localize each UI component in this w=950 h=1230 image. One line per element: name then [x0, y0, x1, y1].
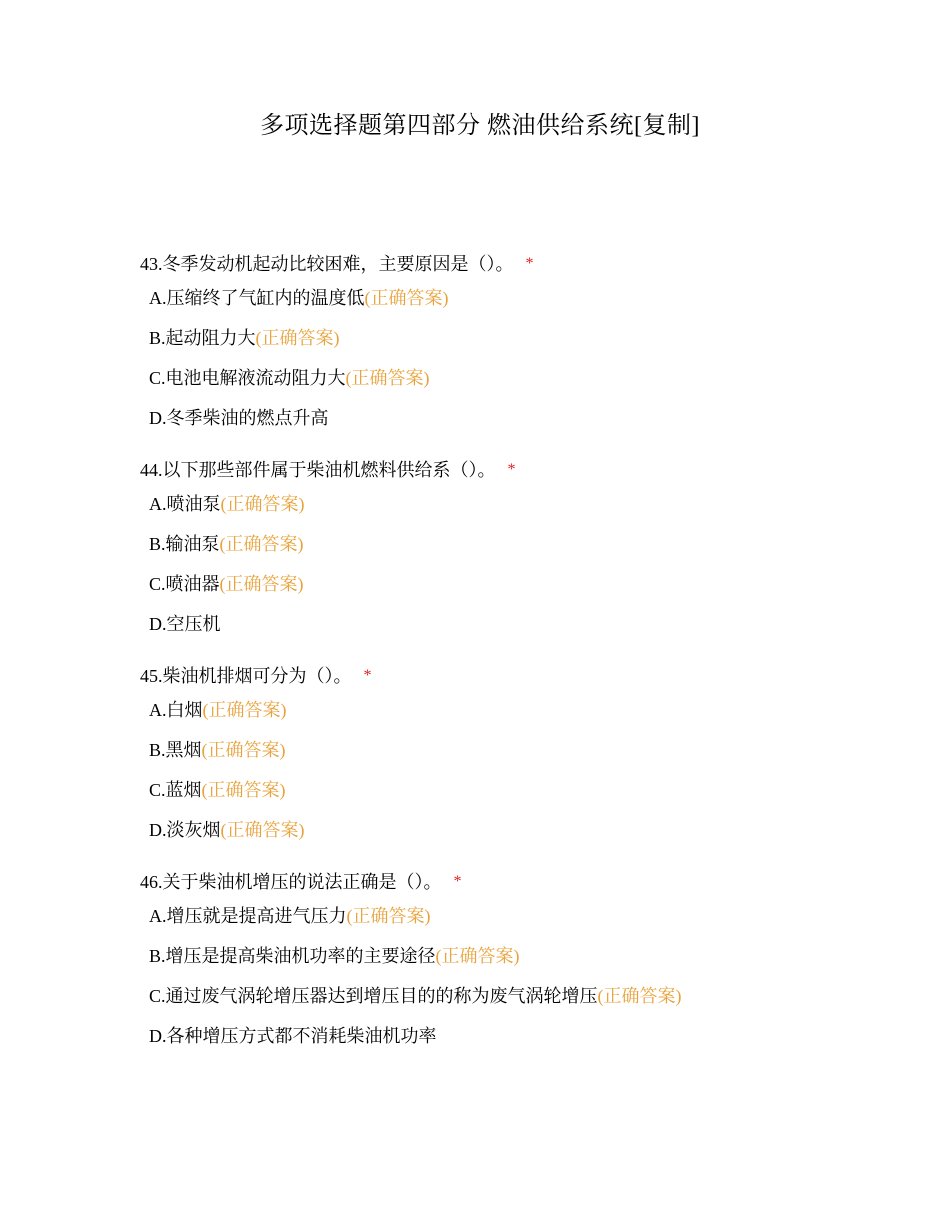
- option-a: [149, 902, 900, 930]
- required-mark: *: [453, 873, 462, 890]
- correct-answer-tag: (正确答案): [201, 740, 286, 760]
- option-b: [149, 736, 900, 764]
- option-text: C.电池电解液流动阻力大: [149, 368, 346, 388]
- question-text: 45.柴油机排烟可分为（）。: [140, 666, 352, 686]
- option-text: A.白烟: [149, 700, 203, 720]
- option-d: [149, 610, 900, 638]
- option-a: [149, 490, 900, 518]
- option-text: B.起动阻力大: [149, 328, 256, 348]
- correct-answer-tag: (正确答案): [220, 494, 305, 514]
- option-text: B.输油泵: [149, 534, 220, 554]
- correct-answer-tag: (正确答案): [364, 288, 449, 308]
- question-stem: [140, 250, 900, 278]
- option-b: [149, 942, 900, 970]
- option-text: D.淡灰烟: [149, 820, 221, 840]
- question-text: 46.关于柴油机增压的说法正确是（）。: [140, 872, 442, 892]
- correct-answer-tag: (正确答案): [201, 780, 286, 800]
- option-text: A.增压就是提高进气压力: [149, 906, 347, 926]
- question-text: 44.以下那些部件属于柴油机燃料供给系（）。: [140, 460, 496, 480]
- option-text: C.通过废气涡轮增压器达到增压目的的称为废气涡轮增压: [149, 986, 598, 1006]
- option-text: C.蓝烟: [149, 780, 202, 800]
- option-text: D.空压机: [149, 614, 221, 634]
- correct-answer-tag: (正确答案): [202, 700, 287, 720]
- option-b: [149, 530, 900, 558]
- question-45: [140, 662, 900, 844]
- option-c: [149, 776, 900, 804]
- question-text: 43.冬季发动机起动比较困难，主要原因是（）。: [140, 254, 514, 274]
- option-a: [149, 284, 900, 312]
- option-c: [149, 982, 900, 1010]
- option-d: [149, 404, 900, 432]
- option-d: [149, 816, 900, 844]
- question-list: [140, 250, 900, 1074]
- option-c: [149, 570, 900, 598]
- option-text: B.增压是提高柴油机功率的主要途径: [149, 946, 436, 966]
- question-43: [140, 250, 900, 432]
- question-stem: [140, 456, 900, 484]
- required-mark: *: [363, 667, 372, 684]
- question-stem: [140, 868, 900, 896]
- correct-answer-tag: (正确答案): [219, 574, 304, 594]
- question-46: [140, 868, 900, 1050]
- option-a: [149, 696, 900, 724]
- required-mark: *: [507, 461, 516, 478]
- correct-answer-tag: (正确答案): [435, 946, 520, 966]
- option-text: A.压缩终了气缸内的温度低: [149, 288, 365, 308]
- option-c: [149, 364, 900, 392]
- correct-answer-tag: (正确答案): [255, 328, 340, 348]
- option-b: [149, 324, 900, 352]
- option-d: [149, 1022, 900, 1050]
- option-text: D.各种增压方式都不消耗柴油机功率: [149, 1026, 437, 1046]
- option-text: B.黑烟: [149, 740, 202, 760]
- option-text: C.喷油器: [149, 574, 220, 594]
- required-mark: *: [525, 255, 534, 272]
- correct-answer-tag: (正确答案): [219, 534, 304, 554]
- option-text: A.喷油泵: [149, 494, 221, 514]
- question-stem: [140, 662, 900, 690]
- page-title: 多项选择题第四部分 燃油供给系统[复制]: [260, 113, 700, 139]
- correct-answer-tag: (正确答案): [346, 906, 431, 926]
- correct-answer-tag: (正确答案): [597, 986, 682, 1006]
- correct-answer-tag: (正确答案): [345, 368, 430, 388]
- option-text: D.冬季柴油的燃点升高: [149, 408, 329, 428]
- correct-answer-tag: (正确答案): [220, 820, 305, 840]
- question-44: [140, 456, 900, 638]
